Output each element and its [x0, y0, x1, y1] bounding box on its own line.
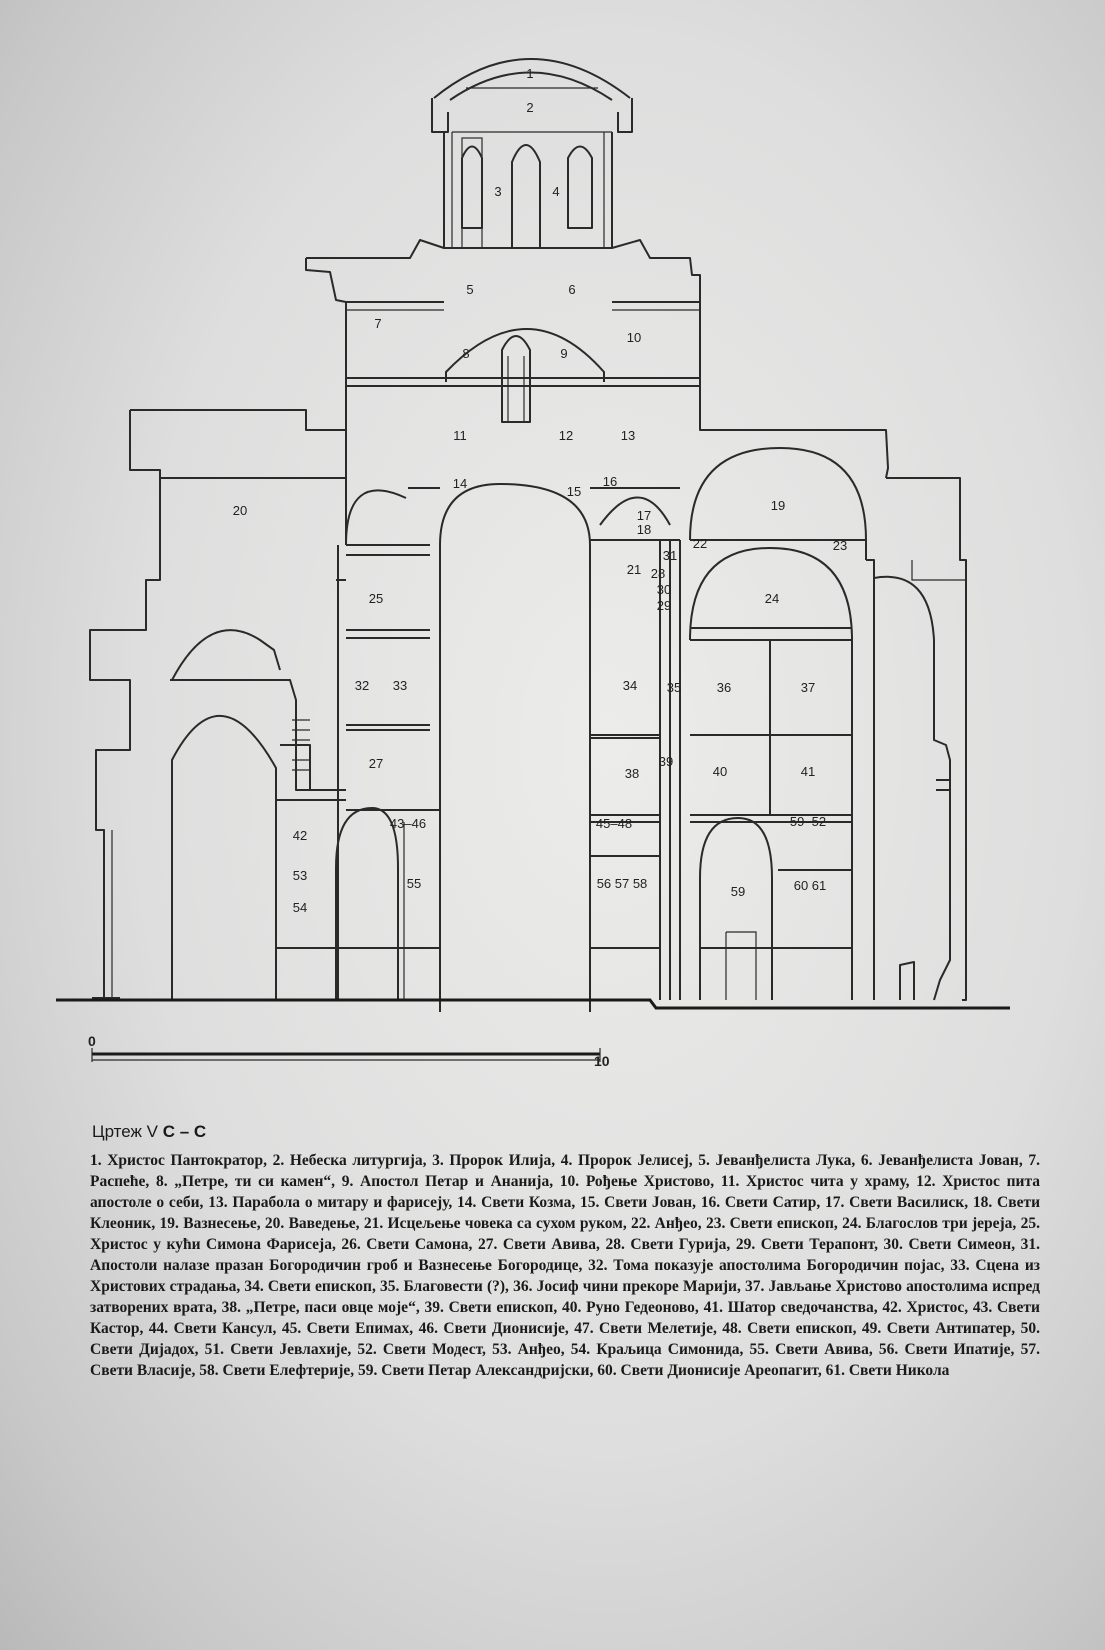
fresco-number-label: 11 — [453, 428, 467, 443]
legend-item-text: Свети Мелетије, — [593, 1320, 723, 1337]
legend-item-text: Свети епископ, — [741, 1320, 862, 1337]
legend-item-number: 5. — [698, 1152, 710, 1169]
legend-item-number: 48. — [722, 1320, 742, 1337]
fresco-number-label: 23 — [832, 538, 848, 553]
legend-item-number: 8. — [155, 1173, 168, 1190]
legend-item-number: 6. — [860, 1152, 873, 1169]
legend-item-number: 32. — [588, 1257, 608, 1274]
legend-item — [149, 1320, 282, 1337]
legend-item — [156, 1173, 342, 1190]
legend-item-number: 11. — [720, 1173, 740, 1190]
fresco-number-label: 29 — [656, 598, 672, 613]
legend-item-text: Свети Ипатије, — [898, 1341, 1021, 1358]
fresco-number-label: 55 — [406, 876, 422, 891]
legend-item-number: 28. — [605, 1236, 625, 1253]
legend-item-text: Јосиф чини прекоре Марији, — [532, 1278, 745, 1295]
fresco-number-label: 37 — [800, 680, 816, 695]
legend-item-text: Свети Антипатер, — [881, 1320, 1021, 1337]
legend-item-number: 1. — [90, 1152, 102, 1169]
legend-item-text: Христос чита у храму, — [739, 1173, 917, 1190]
caption-title-section: С – С — [162, 1122, 207, 1141]
legend-item-text: Свети Гурија, — [624, 1236, 736, 1253]
legend-item-text: Анђео, — [511, 1341, 571, 1358]
legend-item — [273, 1152, 433, 1169]
legend-item-number: 60. — [597, 1362, 617, 1379]
legend-item-text: Свети Терапонт, — [755, 1236, 884, 1253]
legend-item-text: Христос у кући Симона Фарисеја, — [90, 1236, 342, 1253]
legend-item-number: 58. — [199, 1362, 219, 1379]
fresco-number-label: 7 — [374, 316, 382, 331]
legend-item-number: 47. — [574, 1320, 594, 1337]
legend-item-number: 10. — [559, 1173, 580, 1190]
legend-item-text: Свети Кастор, — [90, 1299, 1040, 1337]
fresco-number-label: 35 — [666, 680, 682, 695]
legend-item-number: 3. — [432, 1152, 444, 1169]
legend-item-text: Свети епископ, — [443, 1299, 562, 1316]
fresco-number-label: 34 — [622, 678, 638, 693]
legend-item — [208, 1194, 457, 1211]
legend-item-text: Свети Самона, — [360, 1236, 478, 1253]
legend-item-text: Шатор сведочанства, — [722, 1299, 883, 1316]
fresco-number-label: 28 — [650, 566, 666, 581]
legend-item-text: Ваведење, — [284, 1215, 364, 1232]
legend-item — [364, 1215, 631, 1232]
fresco-number-label: 27 — [368, 756, 384, 771]
legend-item-number: 12. — [916, 1173, 936, 1190]
legend-item — [341, 1236, 478, 1253]
fresco-number-label: 56 57 58 — [596, 876, 648, 891]
legend-item-number: 51. — [204, 1341, 225, 1358]
legend-item-text: Свети Никола — [844, 1362, 950, 1379]
legend-item — [597, 1362, 825, 1379]
legend-item-text: Свети епископ, — [263, 1278, 380, 1295]
fresco-number-label: 60 61 — [793, 878, 827, 893]
fresco-number-label: 32 — [354, 678, 370, 693]
fresco-number-label: 54 — [292, 900, 308, 915]
caption-title-prefix: Цртеж V — [92, 1122, 163, 1141]
legend-item-number: 17. — [824, 1194, 845, 1211]
fresco-number-label: 38 — [624, 766, 640, 781]
legend-item-number: 13. — [208, 1194, 228, 1211]
legend-item-text: Апостоли налазе празан Богородичин гроб и Вазнесење Богородице, — [90, 1257, 589, 1274]
legend-item — [605, 1236, 735, 1253]
legend-item — [419, 1320, 575, 1337]
scale-bar — [88, 1033, 610, 1069]
legend-item — [879, 1341, 1021, 1358]
legend-item-number: 59. — [358, 1362, 378, 1379]
legend-item-text: Христос, — [901, 1299, 973, 1316]
legend-item-text: Свети Јован, — [599, 1194, 701, 1211]
legend-item-number: 21. — [363, 1215, 384, 1232]
legend-item-text: Парабола о митару и фарисеју, — [227, 1194, 458, 1211]
legend-item-text: Исцељење човека са сухом руком, — [383, 1215, 631, 1232]
legend-item-text: Тома показује апостолима Богородичин појас, — [607, 1257, 951, 1274]
legend-item-text: Свети Јевлахије, — [224, 1341, 358, 1358]
legend-item-number: 52. — [357, 1341, 377, 1358]
caption — [90, 1122, 1040, 1381]
fresco-number-label: 6 — [568, 282, 576, 297]
legend-item — [721, 1173, 916, 1190]
legend-item-number: 29. — [735, 1236, 756, 1253]
legend-item — [244, 1278, 380, 1295]
legend-item-number: 56. — [878, 1341, 899, 1358]
legend-item — [736, 1236, 884, 1253]
legend-item-number: 42. — [882, 1299, 902, 1316]
legend-item-text: Сцена из Христових страдања, — [90, 1257, 1040, 1295]
legend-item-text: Свети Авива, — [768, 1341, 879, 1358]
legend-item-text: Свети Петар Александријски, — [377, 1362, 598, 1379]
legend-item-text: Свети Клеоник, — [90, 1194, 1041, 1232]
fresco-number-label: 25 — [368, 591, 384, 606]
legend-item-number: 9. — [341, 1173, 354, 1190]
fresco-number-label: 40 — [712, 764, 728, 779]
legend-item-number: 36. — [513, 1278, 533, 1295]
legend-item-number: 30. — [883, 1236, 903, 1253]
legend-item — [380, 1278, 513, 1295]
legend-item-text: Христос пита апостоле о себи, — [90, 1173, 1041, 1211]
legend-item — [199, 1362, 358, 1379]
section-outline — [56, 59, 1010, 1012]
legend-item-number: 22. — [631, 1215, 651, 1232]
legend-item-text: Свети Козма, — [476, 1194, 580, 1211]
legend-item — [424, 1299, 562, 1316]
legend-item-number: 38. — [221, 1299, 241, 1316]
fresco-legend — [90, 1150, 1040, 1381]
legend-item-text: Свети Авива, — [497, 1236, 606, 1253]
legend-item — [571, 1341, 750, 1358]
fresco-number-label: 14 — [452, 476, 468, 491]
legend-item-number: 45. — [281, 1320, 302, 1337]
fresco-number-label: 59 — [730, 884, 746, 899]
fresco-number-label: 2 — [526, 100, 534, 115]
legend-item-number: 40. — [562, 1299, 582, 1316]
legend-item-text: Благослов три јереја, — [861, 1215, 1021, 1232]
fresco-number-label: 45–48 — [595, 816, 633, 831]
fresco-number-label: 18 — [636, 522, 652, 537]
legend-item-text: Свети Василиск, — [844, 1194, 973, 1211]
legend-item-text: Јеванђелиста Јован, — [872, 1152, 1029, 1169]
legend-item-text: Свети Кансул, — [168, 1320, 282, 1337]
legend-item — [432, 1152, 561, 1169]
legend-item-number: 33. — [950, 1257, 970, 1274]
legend-item — [580, 1194, 701, 1211]
legend-item — [478, 1236, 605, 1253]
legend-item — [588, 1257, 950, 1274]
legend-item — [90, 1152, 273, 1169]
legend-item-text: Пророк Јелисеј, — [572, 1152, 699, 1169]
legend-item-text: Небеска литургија, — [284, 1152, 433, 1169]
scale-start-label: 0 — [88, 1033, 96, 1049]
legend-item — [698, 1152, 861, 1169]
scale-end-label: 10 — [594, 1053, 610, 1069]
fresco-number-label: 9 — [560, 346, 568, 361]
fresco-number-label: 36 — [716, 680, 732, 695]
legend-item-number: 41. — [703, 1299, 723, 1316]
legend-item-number: 53. — [492, 1341, 512, 1358]
legend-item — [513, 1278, 745, 1295]
legend-item — [631, 1215, 706, 1232]
legend-item-number: 43. — [972, 1299, 993, 1316]
legend-item-number: 18. — [972, 1194, 993, 1211]
legend-item-number: 49. — [861, 1320, 882, 1337]
legend-item-text: Апостол Петар и Ананија, — [353, 1173, 560, 1190]
legend-item — [750, 1341, 879, 1358]
fresco-number-label: 33 — [392, 678, 408, 693]
legend-item — [561, 1152, 698, 1169]
legend-item-number: 16. — [700, 1194, 721, 1211]
legend-item-number: 39. — [424, 1299, 444, 1316]
legend-item-number: 24. — [842, 1215, 862, 1232]
fresco-number-label: 41 — [800, 764, 816, 779]
legend-item-number: 4. — [560, 1152, 573, 1169]
legend-item — [882, 1299, 972, 1316]
legend-item-text: Свети Епимах, — [301, 1320, 419, 1337]
legend-item-number: 14. — [457, 1194, 477, 1211]
fresco-number-label: 13 — [620, 428, 636, 443]
legend-item — [492, 1341, 571, 1358]
fresco-number-label: 1 — [526, 66, 534, 81]
fresco-number-label: 20 — [232, 503, 248, 518]
legend-item-text: Руно Гедеоново, — [581, 1299, 704, 1316]
legend-item-number: 55. — [749, 1341, 769, 1358]
fresco-number-label: 10 — [626, 330, 642, 345]
legend-item-text: Рођење Христово, — [579, 1173, 721, 1190]
legend-item-number: 15. — [580, 1194, 600, 1211]
legend-item-text: Свети Дионисије, — [437, 1320, 575, 1337]
legend-item — [704, 1299, 883, 1316]
legend-item-number: 34. — [244, 1278, 264, 1295]
legend-item — [160, 1215, 265, 1232]
legend-item-number: 20. — [264, 1215, 285, 1232]
legend-item-number: 27. — [477, 1236, 498, 1253]
legend-item — [358, 1362, 597, 1379]
legend-item-text: Анђео, — [650, 1215, 706, 1232]
legend-item-text: Свети Елефтерије, — [218, 1362, 359, 1379]
legend-item-number: 7. — [1028, 1152, 1040, 1169]
legend-item-number: 26. — [341, 1236, 361, 1253]
fresco-number-label: 15 — [566, 484, 582, 499]
legend-item-text: „Петре, ти си камен“, — [167, 1173, 342, 1190]
legend-item-text: Свети Сатир, — [720, 1194, 825, 1211]
fresco-number-label: 24 — [764, 591, 780, 606]
fresco-number-label: 16 — [602, 474, 618, 489]
legend-item-text: Благовести (?), — [399, 1278, 514, 1295]
legend-item-text: Свети Симеон, — [902, 1236, 1021, 1253]
legend-item-number: 25. — [1020, 1215, 1040, 1232]
legend-item — [562, 1299, 704, 1316]
fresco-number-label: 17 — [636, 508, 652, 523]
legend-item-text: Вазнесење, — [178, 1215, 265, 1232]
fresco-number-label: 5 — [466, 282, 474, 297]
fresco-number-label: 30 — [656, 582, 672, 597]
legend-item-number: 54. — [570, 1341, 591, 1358]
legend-item-number: 50. — [1020, 1320, 1040, 1337]
legend-item — [884, 1236, 1021, 1253]
fresco-number-label: 12 — [558, 428, 574, 443]
legend-item — [861, 1152, 1028, 1169]
legend-item-number: 61. — [825, 1362, 845, 1379]
legend-item — [282, 1320, 419, 1337]
legend-item-text: Краљица Симонида, — [590, 1341, 750, 1358]
legend-item-number: 19. — [159, 1215, 179, 1232]
legend-item — [342, 1173, 560, 1190]
legend-item — [722, 1320, 862, 1337]
legend-item — [706, 1215, 842, 1232]
fresco-number-label: 19 — [770, 498, 786, 513]
legend-item-text: „Петре, паси овце моје“, — [240, 1299, 425, 1316]
legend-item-text: Распеће, — [90, 1173, 156, 1190]
fresco-number-label: 8 — [462, 346, 470, 361]
legend-item-text: Свети Дионисије Ареопагит, — [616, 1362, 826, 1379]
legend-item-text: Пророк Илија, — [443, 1152, 561, 1169]
legend-item — [825, 1194, 973, 1211]
fresco-number-label: 22 — [692, 536, 708, 551]
legend-item — [205, 1341, 358, 1358]
legend-item-text: Јављање Христово апостолима испред затворених врата, — [90, 1278, 1040, 1316]
legend-item-number: 37. — [744, 1278, 765, 1295]
legend-item-text: Свети Модест, — [376, 1341, 493, 1358]
legend-item — [265, 1215, 364, 1232]
fresco-number-label: 42 — [292, 828, 308, 843]
legend-item — [574, 1320, 722, 1337]
legend-item-text: Јеванђелиста Лука, — [709, 1152, 861, 1169]
fresco-number-label: 31 — [662, 548, 678, 563]
legend-item-number: 57. — [1020, 1341, 1040, 1358]
legend-item — [222, 1299, 425, 1316]
legend-item-number: 31. — [1020, 1236, 1041, 1253]
caption-title — [92, 1122, 1040, 1142]
fresco-number-label: 4 — [552, 184, 560, 199]
legend-item-text: Христос Пантократор, — [101, 1152, 273, 1169]
fresco-number-label: 21 — [626, 562, 642, 577]
legend-item-number: 23. — [705, 1215, 726, 1232]
fresco-number-label: 53 — [292, 868, 308, 883]
legend-item — [826, 1362, 950, 1379]
legend-item — [862, 1320, 1021, 1337]
legend-item-number: 2. — [272, 1152, 285, 1169]
fresco-number-label: 39 — [658, 754, 674, 769]
legend-item-text: Свети Дијадох, — [90, 1341, 205, 1358]
legend-item-text: Свети Власије, — [90, 1362, 200, 1379]
legend-item-text: Свети епископ, — [725, 1215, 843, 1232]
legend-item-number: 46. — [418, 1320, 438, 1337]
legend-item — [560, 1173, 721, 1190]
legend-item — [701, 1194, 825, 1211]
legend-item — [357, 1341, 492, 1358]
fresco-number-label: 59–52 — [789, 814, 827, 829]
legend-item-number: 44. — [148, 1320, 169, 1337]
legend-item — [842, 1215, 1020, 1232]
legend-item-number: 35. — [379, 1278, 400, 1295]
legend-item — [457, 1194, 580, 1211]
fresco-number-label: 43–46 — [389, 816, 427, 831]
fresco-number-label: 3 — [494, 184, 502, 199]
